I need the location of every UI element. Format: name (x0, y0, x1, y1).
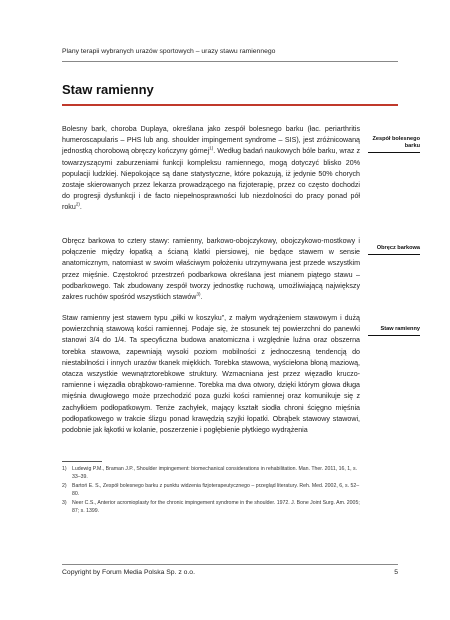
margin-note-staw-ramienny (368, 326, 420, 336)
paragraph-1-text: Bolesny bark, choroba Duplaya, określana jako zespół bolesnego barku (łac. periarthritis humeroscapularis – PHS lub ang. shoulder impingement syndrome – SIS), jest zróżnicowaną jednostką chorobową obręczy kończyny górnej (62, 125, 360, 156)
section-title: Staw ramienny (62, 82, 154, 97)
footnote-number: 1) (62, 466, 67, 472)
margin-note-label: Zespół bolesnego barku (372, 136, 420, 149)
footnote-text: Ludewig P.M., Braman J.P., Shoulder impingement: biomechanical considerations in rehabilitation. Man. Ther. 2011, 16, 1, s. 33–39. (72, 466, 358, 480)
paragraph-2-text-end: . (200, 293, 203, 302)
footnote-divider (62, 461, 102, 462)
paragraph-2 (62, 236, 360, 303)
paragraph-1-text-end: . (79, 203, 82, 212)
paragraph-2-text: Obręcz barkowa to cztery stawy: ramienny, barkowo-obojczykowy, obojczykowo-mostkowy i połączenie między łopatką a ścianą klatki piersiowej, nie będące stawem w sensie anatomicznym, natomiast w swoim właściwym położeniu utrzymywana jest przede wszystkim przez mięśnie. Częstokroć przestrzeń podbarkowa określana jest mianem piątego stawu – podbarkowego. Tak zbudowany zespół tworzy jednostkę ruchową, umożliwiającą największy zakres ruchów spośród wszystkich stawów (62, 237, 360, 302)
footnote-item (62, 483, 360, 498)
margin-note-rule (368, 152, 420, 153)
footnotes (62, 466, 360, 518)
margin-note-rule (368, 335, 420, 336)
footer-divider (62, 564, 398, 565)
paragraph-1-text-cont: . Według badań naukowych bóle barku, wraz z towarzyszącymi zaburzeniami funkcji kompleksu ramiennego, mogą dotyczyć blisko 20% populacji ludzkiej. Niepokojące są dane statystyczne, które pokazują, iż jedynie 50% chorych zostaje skierowanych przez lekarza prowadzącego na fizjoterapię, przez co często dochodzi do progresji dysfunkcji i de facto niepełnosprawności lub niezdolności do pracy ponad pół roku (62, 147, 360, 212)
margin-note-obrecz-barkowa (368, 245, 420, 255)
footnote-ref-2[interactable]: 2) (75, 202, 80, 208)
running-header: Plany terapii wybranych urazów sportowych – urazy stawu ramiennego (62, 48, 276, 55)
margin-note-rule (368, 254, 420, 255)
footnote-number: 2) (62, 483, 67, 490)
margin-note-label: Obręcz barkowa (376, 245, 420, 251)
footnote-text: Bartoń E. S., Zespół bolesnego barku z punktu widzenia fizjoterapeutycznego – przegląd literatury. Reh. Med. 2002, 6, s. 52–80. (72, 483, 360, 497)
footnote-item (62, 500, 360, 515)
footnote-number: 3) (62, 500, 67, 507)
margin-note-zespol-bolesnego-barku (368, 136, 420, 153)
margin-note-label: Staw ramienny (380, 326, 420, 332)
footnote-text: Neer C.S., Anterior acromioplasty for the chronic impingement syndrome in the shoulder. 1972. J. Bone Joint Surg. Am. 2005; 87; s. 1399. (72, 500, 360, 514)
page-number: 5 (394, 569, 398, 576)
paragraph-3-text: Staw ramienny jest stawem typu „piłki w koszyku”, z małym wydrążeniem stawowym i dużą powierzchnią stawową kości ramiennej. Podaje się, że stosunek tej powierzchni do panewki stanowi 3/4 do 1/4. Ta specyficzna budowa anatomiczna i względnie luźna oraz obszerna torebka stawowa, zapewniają wysoki poziom mobilności z jednoczesną tendencją do niestabilności i innych urazów tkanek miękkich. Torebka stawowa, wyściełona błoną maziową, otacza wszystkie wewnątrztorebkowe struktury. Wzmacniana jest przez więzadło kruczo-ramienne i więzadła obrąbkowo-ramienne. Torebka ma dwa otwory, dzięki którym głowa długa mięśnia dwugłowego może przechodzić poza guzki kości ramiennej oraz komunikuje się z zachyłkiem podłopatkowym. Tenże zachyłek, mający kształt siodła chroni ścięgno mięśnia podłopatkowego w trakcie ślizgu ponad krawędzią szyjki łopatki. Obrąbek stawowy stawowi, podobnie jak łąkotki w kolanie, poszerzenie i pogłębienie płytkiego wydrążenia (62, 314, 360, 435)
footnote-item (62, 466, 360, 481)
paragraph-1 (62, 124, 360, 214)
header-divider (62, 61, 398, 62)
footnote-ref-3[interactable]: 3) (196, 291, 201, 297)
title-accent-rule (62, 104, 398, 106)
paragraph-3 (62, 313, 360, 436)
footnote-ref-1[interactable]: 1) (209, 146, 214, 152)
footer-copyright: Copyright by Forum Media Polska Sp. z o.o. (62, 569, 195, 576)
